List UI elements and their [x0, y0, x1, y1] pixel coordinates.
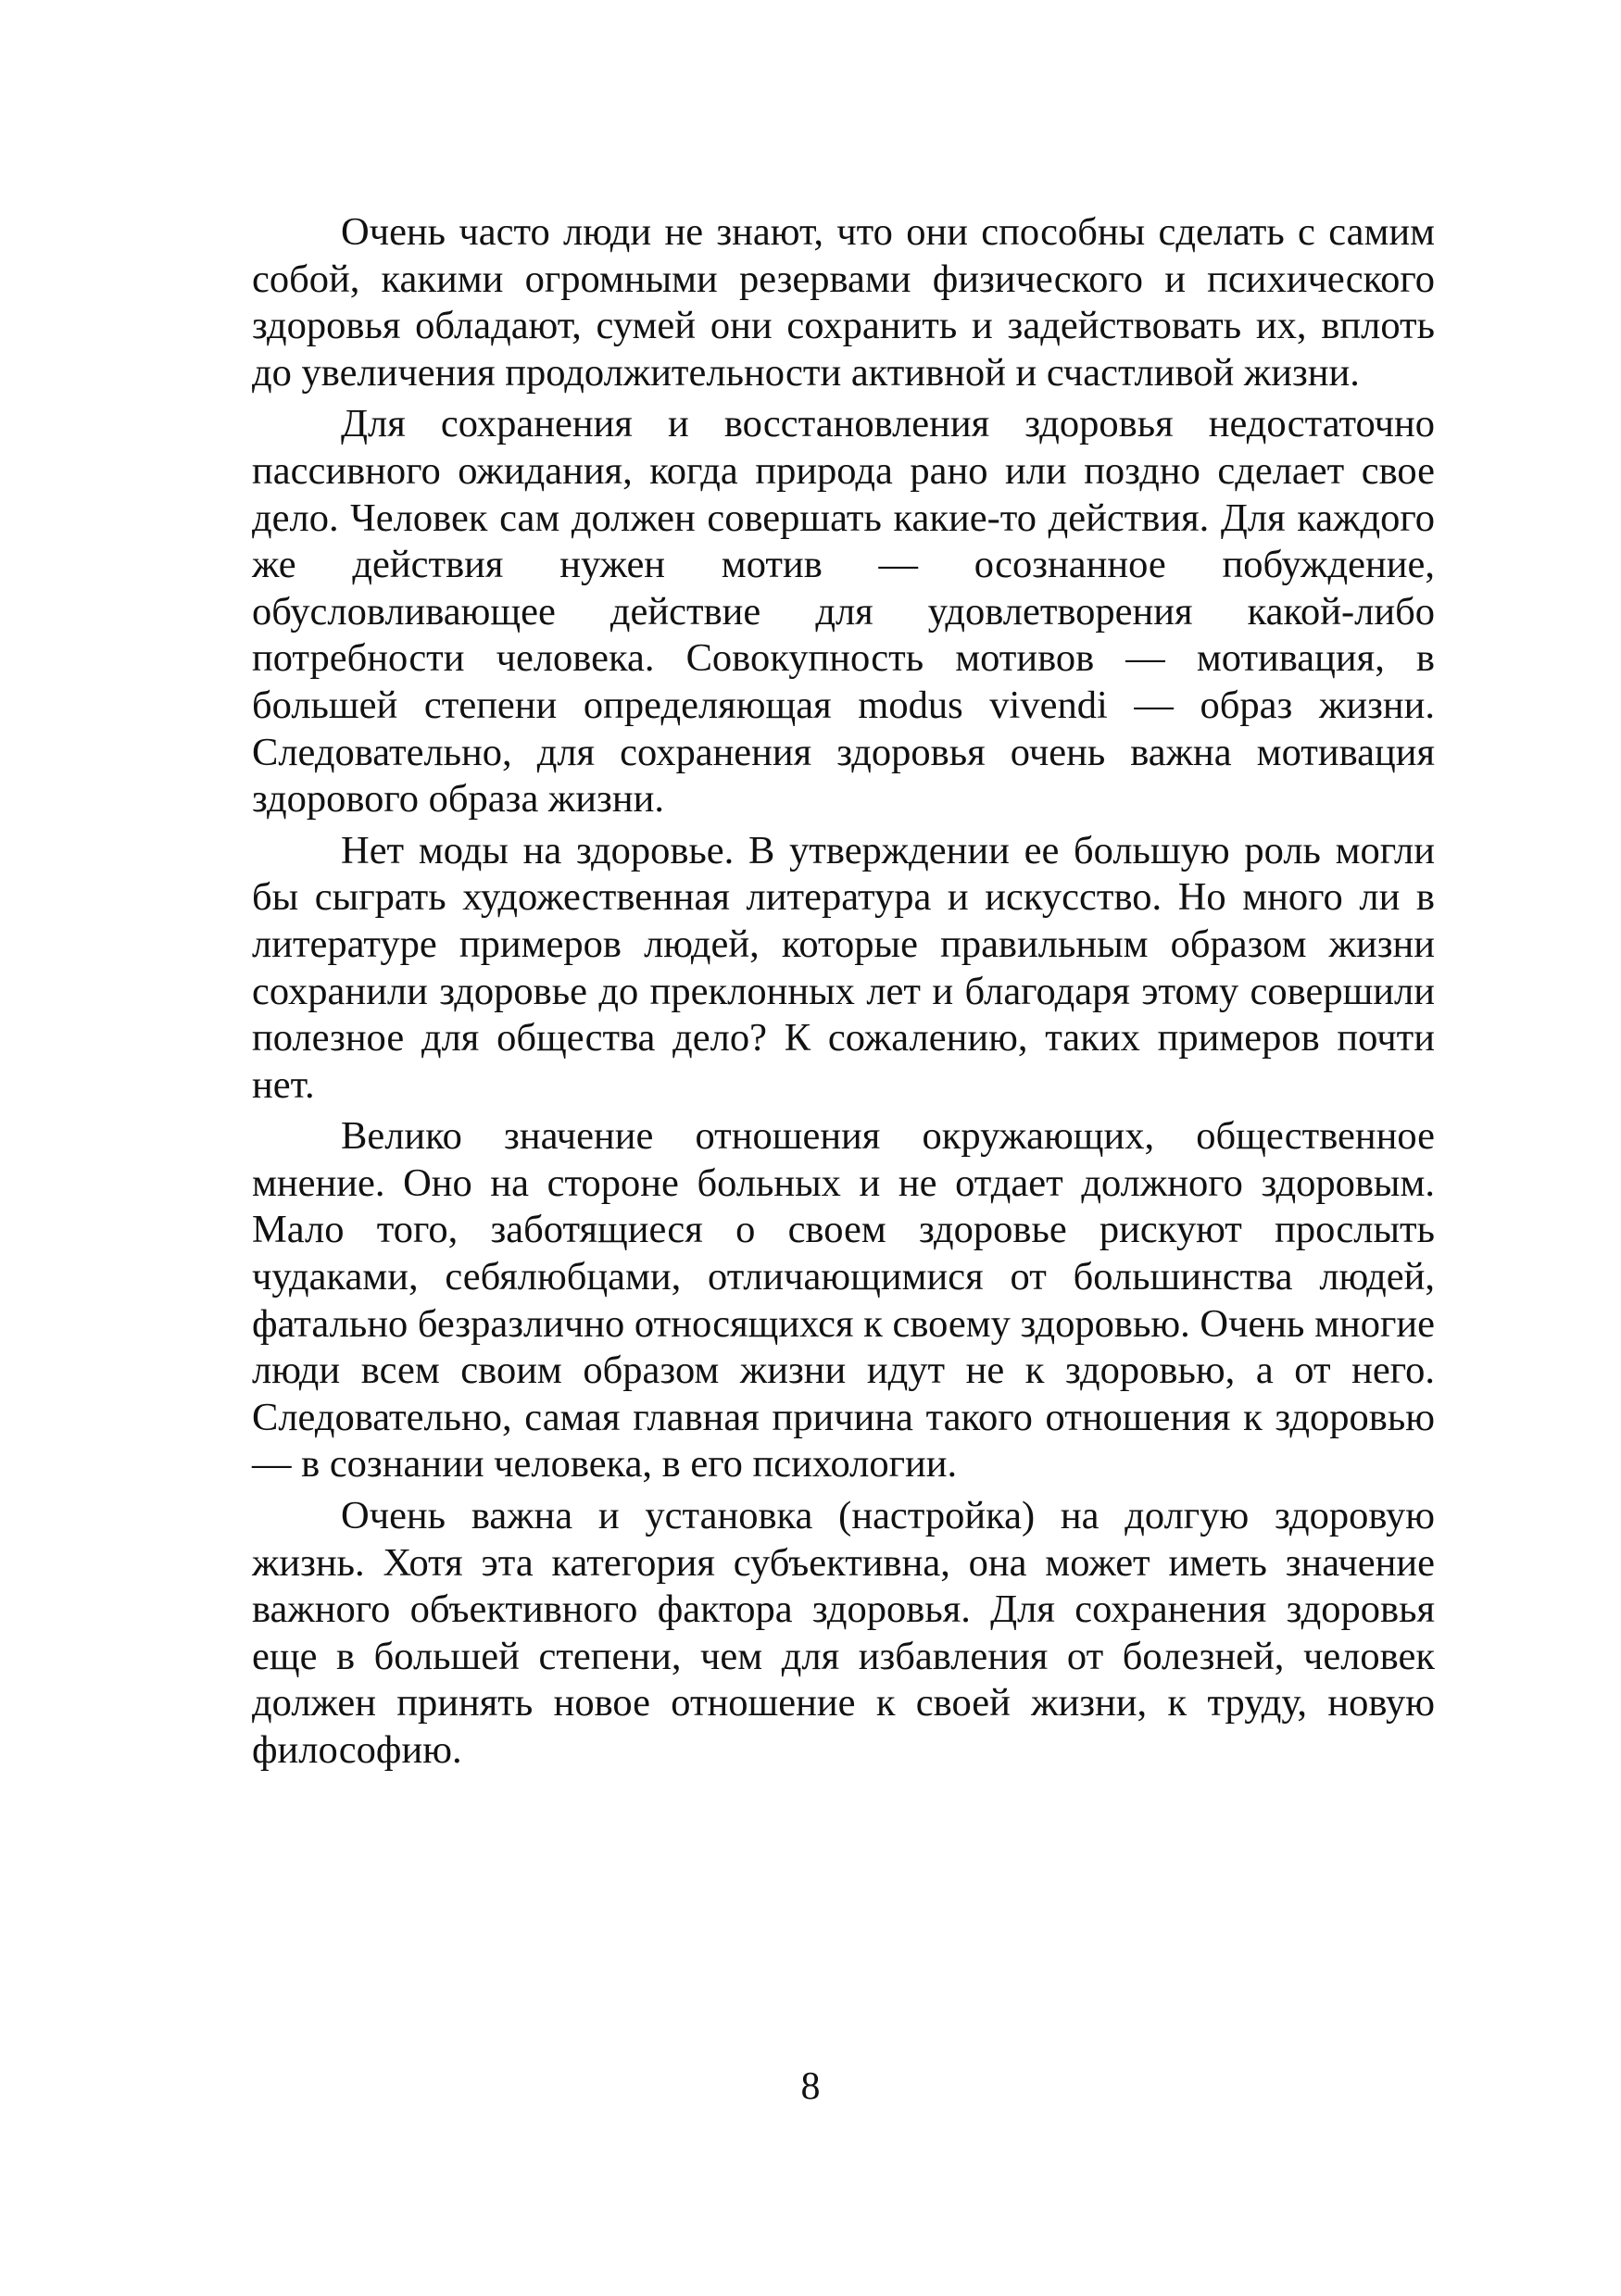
paragraph-5: Очень важна и установка (настройка) на долгую здоровую жизнь. Хотя эта категория субъективна, она может иметь значение важного объективного фактора здоровья. Для сохранения здоровья еще в большей степени, чем для избавления от болезней, человек должен принять новое отношение к своей жизни, к труду, новую философию.: [252, 1494, 1435, 1772]
paragraph-4: Велико значение отношения окружающих, общественное мнение. Оно на стороне больных и не отдает должного здоровым. Мало того, заботящиеся о своем здоровье рискуют прослыть чудаками, себялюбцами, отличающимися от большинства людей, фатально безразлично относящихся к своему здоровью. Очень многие люди всем своим образом жизни идут не к здоровью, а от него. Следовательно, самая главная причина такого отношения к здоровью — в сознании человека, в его психологии.: [252, 1114, 1435, 1487]
body-text: [252, 209, 1435, 1779]
page-number: 8: [800, 2065, 821, 2108]
paragraph-1: Очень часто люди не знают, что они способны сделать с самим собой, какими огромными резервами физического и психического здоровья обладают, сумей они сохранить и задействовать их, вплоть до увеличения продолжительности активной и счастливой жизни.: [252, 210, 1435, 395]
paragraph-3: Нет моды на здоровье. В утверждении ее большую роль могли бы сыграть художественная литература и искусство. Но много ли в литературе примеров людей, которые правильным образом жизни сохранили здоровье до преклонных лет и благодаря этому совершили полезное для общества дело? К сожалению, таких примеров почти нет.: [252, 828, 1435, 1107]
paragraph-2: Для сохранения и восстановления здоровья недостаточно пассивного ожидания, когда природа рано или поздно сделает свое дело. Человек сам должен совершать какие-то действия. Для каждого же действия нужен мотив — осознанное побуждение, обусловливающее действие для удовлетворения какой-либо потребности человека. Совокупность мотивов — мотивация, в большей степени определяющая modus vivendi — образ жизни. Следовательно, для сохранения здоровья очень важна мотивация здорового образа жизни.: [252, 402, 1435, 822]
